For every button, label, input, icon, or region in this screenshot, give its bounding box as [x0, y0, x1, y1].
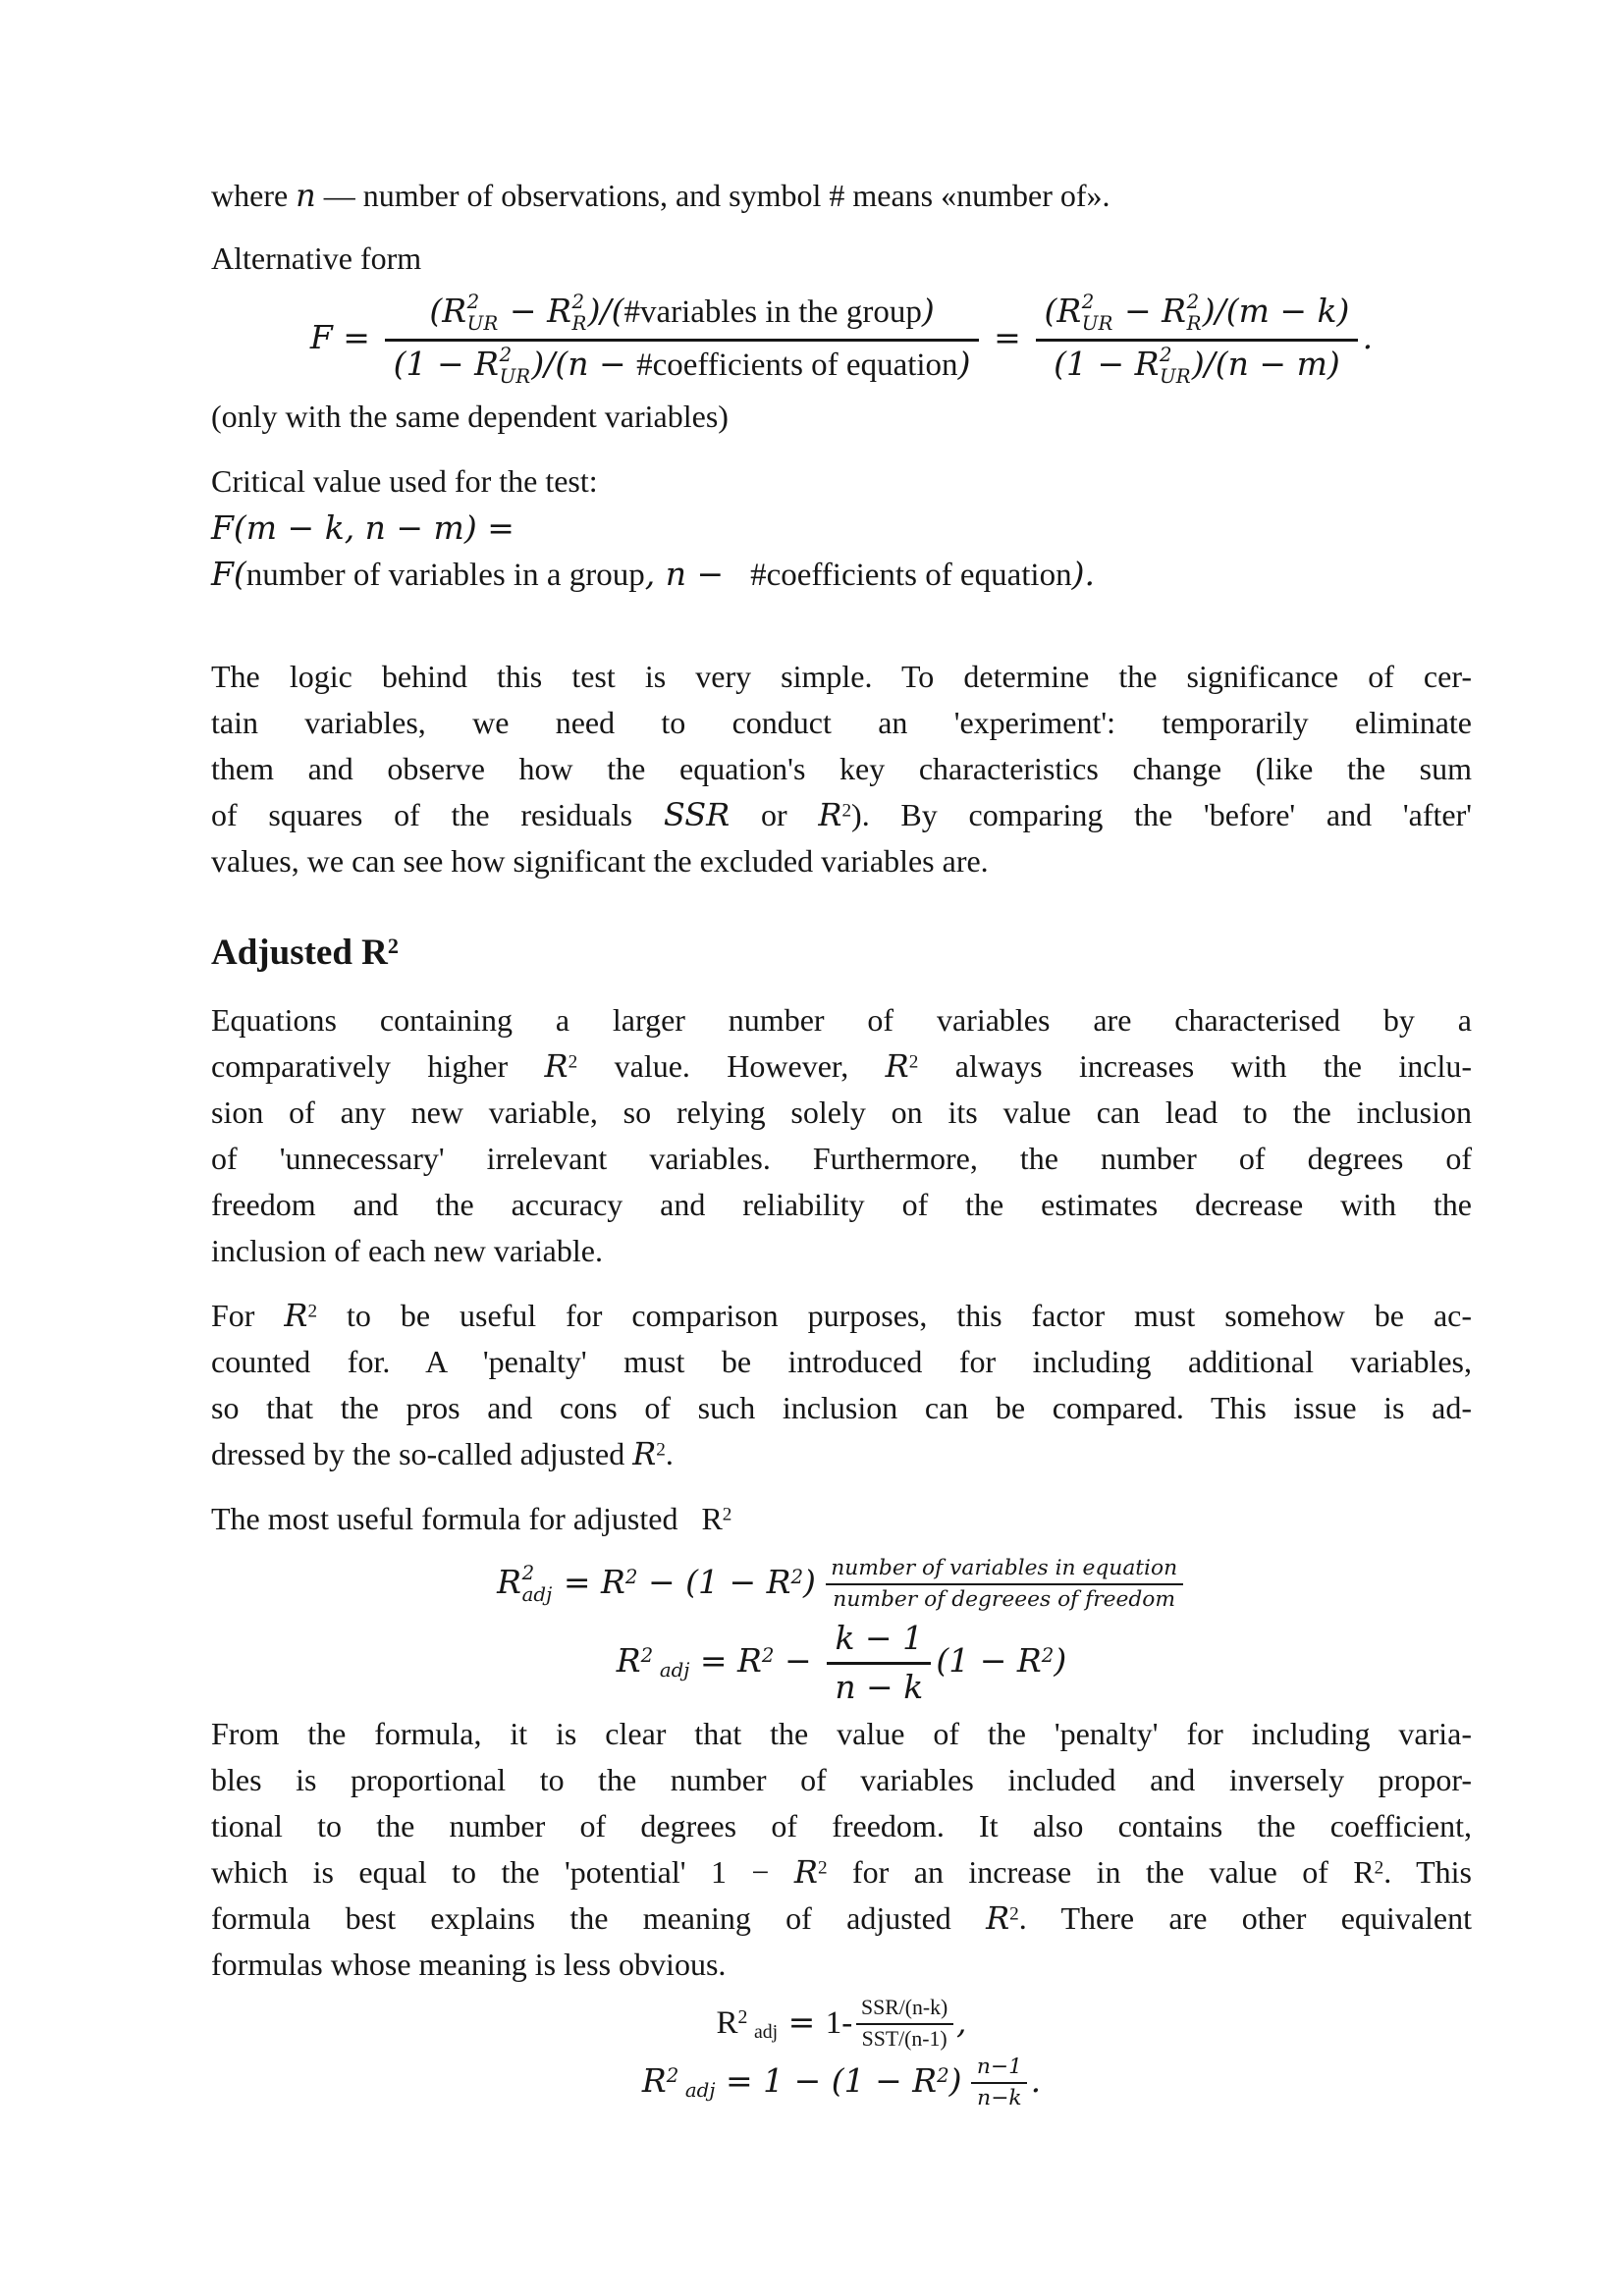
text-line: The logic behind this test is very simple. To determine the significance of cer- [211, 659, 1472, 695]
text-line: comparatively higher $R^2$ value. However, $R^2$ always increases with the inclu- [211, 1047, 1473, 1086]
formula-adjusted-r2-n1-nk: $R^2$ $_{adj} = 1 - (1 - R^2)$ $\frac{n-1}{n-k}$ . [641, 2054, 1042, 2110]
text-line: dressed by the so-called adjusted $R^2$. [211, 1435, 674, 1473]
formula-adjusted-r2-words: R 2 adj = $R^2 - (1 - R^2)$ $\frac{\text{number of variables in equation}}{\text{number of degreees of freedom}}$ [211, 1556, 1472, 1613]
text-line: values, we can see how significant the excluded variables are. [211, 843, 989, 880]
text-line: of 'unnecessary' irrelevant variables. Furthermore, the number of degrees of [211, 1141, 1472, 1177]
formula-f-test-ratio: F = (R 2 UR − R 2 R )/(#variables in the group) (1 − R 2 UR )/(n − #coefficients of equation) = (R 2 UR − R 2 R )/(m − k) (1 − R 2 UR )/(n − m) . [309, 291, 1374, 389]
paragraph-from-the-formula [211, 1711, 1472, 1988]
text-line: Equations containing a larger number of variables are characterised by a [211, 1002, 1472, 1039]
paragraph-equations-larger-number [211, 997, 1472, 1274]
text-line: which is equal to the 'potential' $1 - R^2$ for an increase in the value of $R^2$. This [211, 1853, 1473, 1892]
paragraph-only-same-dependent: (only with the same dependent variables) [211, 399, 729, 435]
paragraph-logic-behind-test [211, 654, 1472, 884]
formula-adjusted-r2-k-n: $R^2$ $_{adj} = R^2$ − $\frac{k - 1}{n - k}$ $(1 - R^2)$ [616, 1619, 1067, 1706]
text-line: counted for. A 'penalty' must be introduced for including additional variables, [211, 1344, 1472, 1380]
section-heading-adjusted-r2: Adjusted $R^2$ [211, 933, 399, 974]
text-line: inclusion of each new variable. [211, 1233, 603, 1269]
text-line: tain variables, we need to conduct an 'experiment': temporarily eliminate [211, 705, 1472, 741]
formula-critical-value-args: F(m − k, n − m) = [211, 508, 514, 548]
text-line: sion of any new variable, so relying solely on its value can lead to the inclusion [211, 1095, 1472, 1131]
paragraph-critical-value: Critical value used for the test: [211, 463, 598, 500]
text-line: formula best explains the meaning of adjusted $R^2$. There are other equivalent [211, 1899, 1473, 1938]
paragraph-where-n: where n — number of observations, and symbol # means «number of». [211, 177, 1110, 214]
text-line: freedom and the accuracy and reliability of the estimates decrease with the [211, 1187, 1472, 1223]
text-line: formulas whose meaning is less obvious. [211, 1947, 727, 1983]
text-line: tional to the number of degrees of freedom. It also contains the coefficient, [211, 1808, 1472, 1844]
text-line: so that the pros and cons of such inclusion can be compared. This issue is ad- [211, 1390, 1472, 1426]
paragraph-alternative-form: Alternative form [211, 240, 422, 276]
text-line: For $R^2$ to be useful for comparison purposes, this factor must somehow be ac- [211, 1297, 1472, 1335]
text-line: bles is proportional to the number of variables included and inversely propor- [211, 1762, 1472, 1798]
paragraph-most-useful-formula: The most useful formula for adjusted $R^2$ [211, 1501, 732, 1537]
text-line: them and observe how the equation's key characteristics change (like the sum [211, 751, 1472, 787]
formula-critical-value-words: F(number of variables in a group, n − #coefficients of equation). [211, 555, 1095, 594]
formula-adjusted-r2-ssr-sst: $R^2$ $_{adj}$ = 1- $\frac{\text{SSR/(n-k)}}{\text{SST/(n-1)}}$ , [716, 1996, 967, 2052]
text-line: of squares of the residuals SSR or $R^2$). By comparing the 'before' and 'after' [211, 796, 1473, 834]
text-line: From the formula, it is clear that the value of the 'penalty' for including varia- [211, 1716, 1472, 1752]
paragraph-for-r2-comparison [211, 1293, 1472, 1477]
